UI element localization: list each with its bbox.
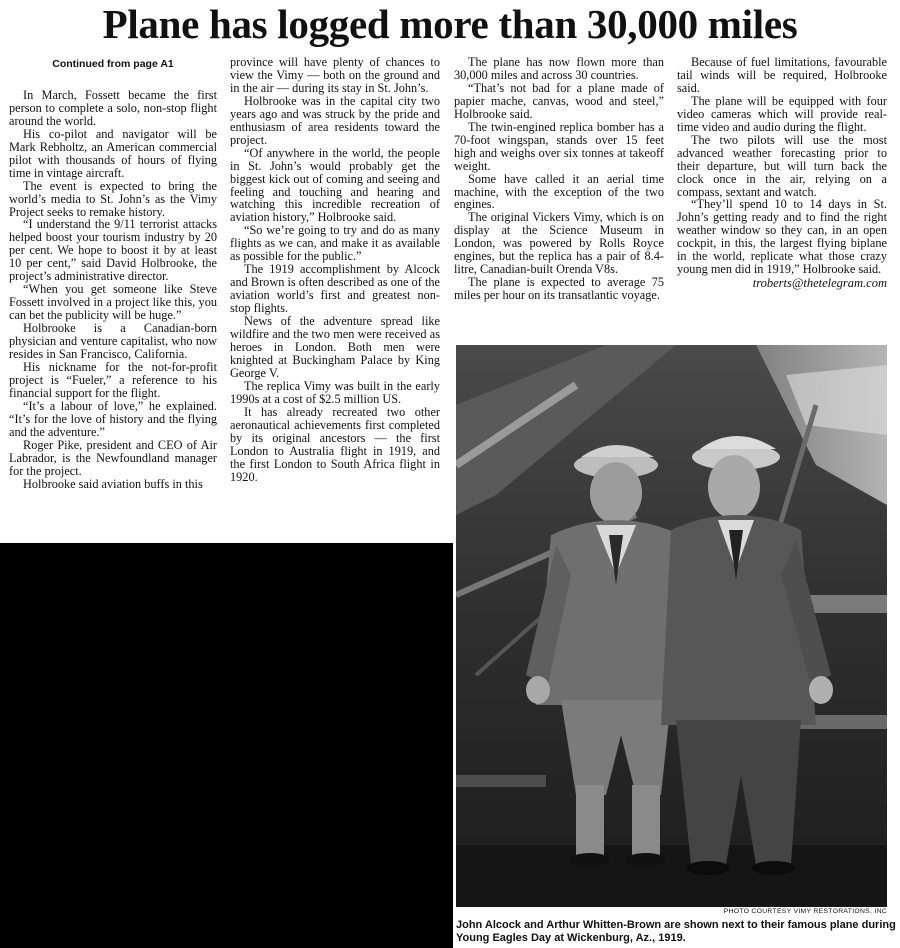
paragraph: Holbrooke said aviation buffs in this xyxy=(23,476,203,491)
paragraph: “It’s a labour of love,” he explained. “It’s for the love of history and the flying and the adventure.” xyxy=(9,398,217,439)
paragraph: His co-pilot and navigator will be Mark Rebholtz, an American commercial pilot with thousands of hours of flying time in vintage aircraft. xyxy=(9,126,217,180)
historic-photo xyxy=(456,345,887,907)
blacked-out-region xyxy=(0,543,453,948)
paragraph: The plane has now flown more than 30,000 miles and across 30 countries. xyxy=(454,55,664,82)
column-1 xyxy=(9,56,217,491)
paragraph: News of the adventure spread like wildfire and the two men were received as heroes in London. Both men were knighted at Buckingham Palace by King George V. xyxy=(230,314,440,380)
paragraph: Holbrooke was in the capital city two years ago and was struck by the pride and enthusiasm of area residents toward the project. xyxy=(230,93,440,147)
paragraph: “That’s not bad for a plane made of papier mache, canvas, wood and steel,” Holbrooke said. xyxy=(454,80,664,121)
paragraph: province will have plenty of chances to view the Vimy — both on the ground and in the air — during its stay in St. John’s. xyxy=(230,55,440,95)
photo-caption: John Alcock and Arthur Whitten-Brown are shown next to their famous plane during Young Eagles Day at Wickenburg, Az., 1919. xyxy=(456,919,896,944)
paragraph: His nickname for the not-for-profit project is “Fueler,” a reference to his financial support for the flight. xyxy=(9,359,217,400)
paragraph: The original Vickers Vimy, which is on display at the Science Museum in London, was powered by Rolls Royce engines, but the replica has a pair of 8.4-litre, Canadian-built Orenda V8s. xyxy=(454,210,664,277)
paragraph: The plane is expected to average 75 miles per hour on its transatlantic voyage. xyxy=(454,275,664,303)
headline: Plane has logged more than 30,000 miles xyxy=(102,1,798,47)
paragraph: “When you get someone like Steve Fossett involved in a project like this, you can bet the publicity will be huge.” xyxy=(9,282,217,323)
paragraph: The twin-engined replica bomber has a 70-foot wingspan, stands over 15 feet high and weighs over six tonnes at takeoff weight. xyxy=(454,119,664,173)
paragraph: The event is expected to bring the world’s media to St. John’s as the Vimy Project seeks to remake history. xyxy=(9,178,217,219)
paragraph: Holbrooke is a Canadian-born physician and venture capitalist, who now resides in San Francisco, California. xyxy=(9,321,217,362)
paragraph: Because of fuel limitations, favourable tail winds will be required, Holbrooke said. xyxy=(677,55,887,95)
paragraph: “So we’re going to try and do as many flights as we can, and make it as available as possible for the public.” xyxy=(230,223,440,264)
paragraph: “I understand the 9/11 terrorist attacks helped boost your tourism industry by 20 per cent. We hope to boost it by at least 10 per cent,” said David Holbrooke, the project’s administrative director. xyxy=(9,217,217,284)
paragraph: The plane will be equipped with four video cameras which will provide real-time video and audio during the flight. xyxy=(677,93,887,134)
paragraph: The replica Vimy was built in the early 1990s at a cost of $2.5 million US. xyxy=(230,378,440,406)
paragraph: “They’ll spend 10 to 14 days in St. John’s getting ready and to find the right weather window so they can, in an open cockpit, in this, the largest flying biplane in the world, replicate what those crazy young men did in 1919,” Holbrooke said. xyxy=(677,197,887,277)
paragraph: The two pilots will use the most advanced weather forecasting prior to their departure, but will turn back the clock once in the air, relying on a compass, sextant and watch. xyxy=(677,132,887,199)
column-4 xyxy=(677,56,887,290)
photo-credit: PHOTO COURTESY VIMY RESTORATIONS, INC xyxy=(723,908,887,915)
column-3 xyxy=(454,56,664,302)
paragraph: Roger Pike, president and CEO of Air Labrador, is the Newfoundland manager for the project. xyxy=(9,437,217,478)
paragraph: “Of anywhere in the world, the people in St. John’s would probably get the biggest kick out of coming and seeing and feeling and touching and hearing and watching this incredible recreation of aviation history,” Holbrooke said. xyxy=(230,145,440,225)
continued-label: Continued from page A1 xyxy=(52,58,174,70)
photo-illustration xyxy=(456,345,887,907)
paragraph: In March, Fossett became the first person to complete a solo, non-stop flight around the world. xyxy=(9,87,217,128)
byline-email: troberts@thetelegram.com xyxy=(752,276,887,291)
paragraph: It has already recreated two other aeronautical achievements first completed by its original ancestors — the first London to Australia flight in 1919, and the first London to South Africa flight in 1920. xyxy=(230,404,440,484)
paragraph: The 1919 accomplishment by Alcock and Brown is often described as one of the aviation world’s first and greatest non-stop flights. xyxy=(230,262,440,316)
paragraph: Some have called it an aerial time machine, with the exception of the two engines. xyxy=(454,171,664,212)
column-2 xyxy=(230,56,440,483)
